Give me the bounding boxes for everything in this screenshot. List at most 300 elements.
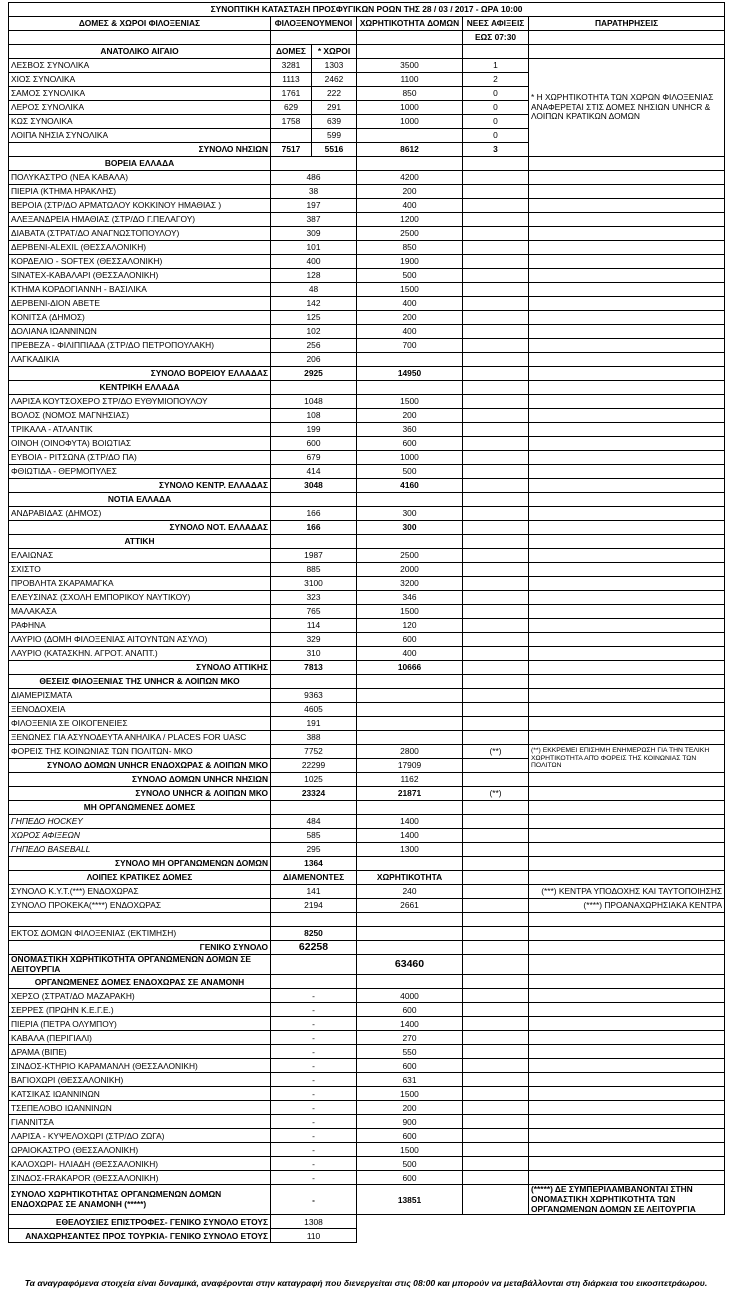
section-title: ΛΟΙΠΕΣ ΚΡΑΤΙΚΕΣ ΔΟΜΕΣ [9,871,271,885]
hosted-count: 256 [271,339,357,353]
hosted-count: 295 [271,843,357,857]
empty-cell [357,913,463,927]
new-arrivals [463,871,529,885]
notes-cell [529,409,725,423]
section-title: ΚΕΝΤΡΙΚΗ ΕΛΛΑΔΑ [9,381,271,395]
new-arrivals [463,1003,529,1017]
notes-cell [529,381,725,395]
notes-cell [529,661,725,675]
notes-cell [529,675,725,689]
new-arrivals: 0 [463,87,529,101]
capacity-value: 3200 [357,577,463,591]
hosted-count: - [271,1017,357,1031]
structure-name: ΚΟΝΙΤΣΑ (ΔΗΜΟΣ) [9,311,271,325]
structure-name: ΕΛΑΙΩΝΑΣ [9,549,271,563]
capacity-value: 240 [357,885,463,899]
structure-name: ΣΥΝΟΛΟ Κ.Υ.Τ.(***) ΕΝΔΟΧΩΡΑΣ [9,885,271,899]
attica-row [9,647,725,661]
notes-cell [529,395,725,409]
hosted-count: 199 [271,423,357,437]
new-arrivals [463,353,529,367]
notes-cell [529,577,725,591]
notes-cell [529,1003,725,1017]
total-arrivals [463,479,529,493]
north-row [9,353,725,367]
nominal-row [9,955,725,975]
capacity-value: 1500 [357,283,463,297]
hosted-count: 38 [271,185,357,199]
total-hosted: 166 [271,521,357,535]
capacity-value: 2661 [357,899,463,913]
notes-cell [529,45,725,59]
notes-cell [529,773,725,787]
notes-cell [529,843,725,857]
total-label: ΣΥΝΟΛΟ UNHCR & ΛΟΙΠΩΝ ΜΚΟ [9,787,271,801]
new-arrivals [463,1059,529,1073]
hosted-count: 101 [271,241,357,255]
notes-cell [529,1115,725,1129]
north-row [9,171,725,185]
unorganized-row [9,829,725,843]
title-row [9,3,725,17]
new-arrivals [463,703,529,717]
capacity-value: 346 [357,591,463,605]
hosted-count: 141 [271,885,357,899]
new-arrivals [463,577,529,591]
empty-cell [271,31,357,45]
notes-cell [529,857,725,871]
pending-row [9,989,725,1003]
grand-total-value: 62258 [271,941,357,955]
structure-name: ΟΙΝΟΗ (ΟΙΝΟΦΥΤΑ) ΒΟΙΩΤΙΑΣ [9,437,271,451]
empty-cell [9,913,271,927]
total-capacity: 21871 [357,787,463,801]
pending-row [9,1115,725,1129]
structure-name: ΣΙΝΔΟΣ-ΚΤΗΡΙΟ ΚΑΡΑΜΑΝΛΗ (ΘΕΣΣΑΛΟΝΙΚΗ) [9,1059,271,1073]
central-row [9,465,725,479]
header-structures: ΔΟΜΕΣ & ΧΩΡΟΙ ΦΙΛΟΞΕΝΙΑΣ [9,17,271,31]
hosted-count: - [271,1143,357,1157]
notes-cell [529,689,725,703]
capacity-value: 1400 [357,1017,463,1031]
capacity-value: 200 [357,311,463,325]
structure-name: ΕΥΒΟΙΑ - ΡΙΤΣΩΝΑ (ΣΤΡ/ΔΟ ΠΑ) [9,451,271,465]
capacity-value [357,493,463,507]
north-row [9,339,725,353]
unorganized-title-row [9,801,725,815]
pending-row [9,1129,725,1143]
structure-name: ΒΕΡΟΙΑ (ΣΤΡ/ΔΟ ΑΡΜΑΤΩΛΟΥ ΚΟΚΚΙΝΟΥ ΗΜΑΘΙΑΣ ) [9,199,271,213]
new-arrivals [463,311,529,325]
pending-row [9,1073,725,1087]
total-capacity: 10666 [357,661,463,675]
notes-cell [529,227,725,241]
col-structures: ΔΟΜΕΣ [271,45,312,59]
capacity-value: 360 [357,423,463,437]
new-arrivals [463,395,529,409]
pending-row [9,1087,725,1101]
new-arrivals [463,45,529,59]
new-arrivals [463,535,529,549]
new-arrivals [463,647,529,661]
new-arrivals [463,451,529,465]
structure-name: ΣΙΝΔΟΣ-FRAKAPOR (ΘΕΣΣΑΛΟΝΙΚΗ) [9,1171,271,1185]
structure-name: ΛΑΡΙΣΑ ΚΟΥΤΣΟΧΕΡΟ ΣΤΡ/ΔΟ ΕΥΘΥΜΙΟΠΟΥΛΟΥ [9,395,271,409]
structure-name: ΞΕΝΟΔΟΧΕΙΑ [9,703,271,717]
col-spaces: * ΧΩΡΟΙ [312,45,357,59]
structure-name: ΠΡΟΒΛΗΤΑ ΣΚΑΡΑΜΑΓΚΑ [9,577,271,591]
hosted-count: 142 [271,297,357,311]
header-notes: ΠΑΡΑΤΗΡΗΣΕΙΣ [529,17,725,31]
pending-row [9,1059,725,1073]
hosted-count: 125 [271,311,357,325]
total-arrivals [463,521,529,535]
capacity-value: 550 [357,1045,463,1059]
capacity-value: 1300 [357,843,463,857]
capacity-value: 1000 [357,115,463,129]
total-label: ΣΥΝΟΛΟ ΒΟΡΕΙΟΥ ΕΛΛΑΔΑΣ [9,367,271,381]
capacity-value: 850 [357,87,463,101]
hosted-count: 309 [271,227,357,241]
notes-cell: (****) ΠΡΟΑΝΑΧΩΡΗΣΙΑΚΑ ΚΕΝΤΡΑ [529,899,725,913]
hosted-count: - [271,989,357,1003]
structure-name: ΜΑΛΑΚΑΣΑ [9,605,271,619]
capacity-value: 2800 [357,745,463,759]
hosted-count: 585 [271,829,357,843]
hosted-count: 102 [271,325,357,339]
total-capacity: 300 [357,521,463,535]
total-capacity: 14950 [357,367,463,381]
empty-cell [529,1229,725,1243]
capacity-value [357,535,463,549]
total-label: ΣΥΝΟΛΟ ΔΟΜΩΝ UNHCR ΝΗΣΙΩΝ [9,773,271,787]
hosted-count: 197 [271,199,357,213]
total-capacity: 1162 [357,773,463,787]
empty-cell [357,941,463,955]
central-total-row [9,479,725,493]
north-row [9,241,725,255]
structure-name: ΔΕΡΒΕΝΙ-ΔΙΟΝ ΑΒΕΤΕ [9,297,271,311]
capacity-value: 600 [357,1171,463,1185]
hosted-count: 329 [271,633,357,647]
structure-name: ΛΑΥΡΙΟ (ΚΑΤΑΣΚΗΝ. ΑΓΡΟΤ. ΑΝΑΠΤ.) [9,647,271,661]
capacity-value: 300 [357,507,463,521]
structure-name: ΦΙΛΟΞΕΝΙΑ ΣΕ ΟΙΚΟΓΕΝΕΙΕΣ [9,717,271,731]
new-arrivals [463,717,529,731]
notes-cell [529,507,725,521]
pending-row [9,1003,725,1017]
capacity-value [357,731,463,745]
total-hosted: 3048 [271,479,357,493]
notes-cell [529,493,725,507]
hosted-count: 2194 [271,899,357,913]
new-arrivals [463,605,529,619]
capacity-value [357,353,463,367]
central-row [9,437,725,451]
new-arrivals: 0 [463,115,529,129]
notes-cell [529,619,725,633]
structure-name: ΑΝΔΡΑΒΙΔΑΣ (ΔΗΜΟΣ) [9,507,271,521]
pending-title-row [9,975,725,989]
spaces-count: 599 [312,129,357,143]
total-capacity: 17909 [357,759,463,773]
new-arrivals [463,381,529,395]
hosted-count: 387 [271,213,357,227]
hosted-count: - [271,1115,357,1129]
new-arrivals [463,843,529,857]
header-arrivals-until: ΕΩΣ 07:30 [463,31,529,45]
notes-cell [529,703,725,717]
structure-name: ΤΣΕΠΕΛΟΒΟ ΙΩΑΝΝΙΝΩΝ [9,1101,271,1115]
hosted-count: 885 [271,563,357,577]
notes-cell [529,1045,725,1059]
structure-name: ΛΑΓΚΑΔΙΚΙΑ [9,353,271,367]
empty-cell [357,31,463,45]
total-spaces: 5516 [312,143,357,157]
empty-cell [463,941,529,955]
structure-name: ΒΑΓΙΟΧΩΡΙ (ΘΕΣΣΑΛΟΝΙΚΗ) [9,1073,271,1087]
hosted-count [271,535,357,549]
notes-cell [529,437,725,451]
total-arrivals [463,857,529,871]
returns-value: 1308 [271,1215,357,1229]
notes-cell [529,731,725,745]
new-arrivals [463,507,529,521]
capacity-value: 600 [357,1003,463,1017]
spacer-row [9,913,725,927]
notes-cell [529,283,725,297]
capacity-value [357,381,463,395]
pending-row [9,1045,725,1059]
capacity-value: 200 [357,185,463,199]
notes-cell [529,1017,725,1031]
new-arrivals: 1 [463,59,529,73]
new-arrivals [463,199,529,213]
notes-cell [529,549,725,563]
total-structures: 7517 [271,143,312,157]
capacity-value: 1500 [357,605,463,619]
north-title-row [9,157,725,171]
new-arrivals [463,325,529,339]
header-capacity: ΧΩΡΗΤΙΚΟΤΗΤΑ ΔΟΜΩΝ [357,17,463,31]
spaces-count: 222 [312,87,357,101]
structure-name: ΠΟΛΥΚΑΣΤΡΟ (ΝΕΑ ΚΑΒΑΛΑ) [9,171,271,185]
capacity-value: 200 [357,1101,463,1115]
new-arrivals [463,255,529,269]
capacity-value: 270 [357,1031,463,1045]
pending-total-row [9,1185,725,1215]
attica-title-row [9,535,725,549]
notes-cell [529,801,725,815]
total-capacity [357,857,463,871]
new-arrivals [463,493,529,507]
new-arrivals [463,1129,529,1143]
total-arrivals [463,367,529,381]
hosted-count: 600 [271,437,357,451]
hosted-count: 114 [271,619,357,633]
capacity-value [357,689,463,703]
total-capacity: 13851 [357,1185,463,1215]
structures-count [271,129,312,143]
notes-cell [529,157,725,171]
attica-total-row [9,661,725,675]
new-arrivals: 0 [463,129,529,143]
new-arrivals: 2 [463,73,529,87]
north-row [9,283,725,297]
pending-row [9,1157,725,1171]
new-arrivals [463,227,529,241]
notes-cell [529,563,725,577]
notes-cell [529,591,725,605]
north-row [9,213,725,227]
new-arrivals [463,437,529,451]
structure-name: ΚΑΤΣΙΚΑΣ ΙΩΑΝΝΙΝΩΝ [9,1087,271,1101]
hosted-count: 128 [271,269,357,283]
new-arrivals [463,1171,529,1185]
notes-cell [529,1059,725,1073]
unhcr-citizens-row [9,745,725,759]
empty-cell [529,927,725,941]
hosted-count: - [271,1129,357,1143]
other-state-row [9,899,725,913]
new-arrivals [463,1087,529,1101]
empty-cell [529,941,725,955]
structure-name: ΧΩΡΟΣ ΑΦΙΞΕΩΝ [9,829,271,843]
capacity-value: 600 [357,633,463,647]
section-title: ΜΗ ΟΡΓΑΝΩΜΕΝΕΣ ΔΟΜΕΣ [9,801,271,815]
notes-cell [529,1143,725,1157]
unhcr-total-row [9,787,725,801]
new-arrivals [463,339,529,353]
notes-cell: (***) ΚΕΝΤΡΑ ΥΠΟΔΟΧΗΣ ΚΑΙ ΤΑΥΤΟΠΟΙΗΣΗΣ [529,885,725,899]
hosted-count [271,675,357,689]
structure-name: ΚΟΡΔΕΛΙΟ - SOFTEX (ΘΕΣΣΑΛΟΝΙΚΗ) [9,255,271,269]
hosted-count: - [271,1157,357,1171]
hosted-count: 484 [271,815,357,829]
new-arrivals [463,1101,529,1115]
notes-cell [529,241,725,255]
unorganized-total-row [9,857,725,871]
capacity-value: 1500 [357,1087,463,1101]
nominal-label: ΟΝΟΜΑΣΤΙΚΗ ΧΩΡΗΤΙΚΟΤΗΤΑ ΟΡΓΑΝΩΜΕΝΩΝ ΔΟΜΩΝ ΣΕ ΛΕΙΤΟΥΡΓΙΑ [9,955,271,975]
attica-row [9,591,725,605]
capacity-value: 3500 [357,59,463,73]
new-arrivals [463,1115,529,1129]
capacity-value: 600 [357,1059,463,1073]
notes-cell [529,815,725,829]
capacity-value: 1000 [357,451,463,465]
north-row [9,325,725,339]
to-turkey-row [9,1229,725,1243]
section-title: ΒΟΡΕΙΑ ΕΛΛΑΔΑ [9,157,271,171]
notes-cell [529,171,725,185]
hosted-count: 206 [271,353,357,367]
notes-cell [529,339,725,353]
notes-cell [529,213,725,227]
empty-cell [357,1229,463,1243]
to-turkey-label: ΑΝΑΧΩΡΗΣΑΝΤΕΣ ΠΡΟΣ ΤΟΥΡΚΙΑ- ΓΕΝΙΚΟ ΣΥΝΟΛΟ ΕΤΟΥΣ [9,1229,271,1243]
central-row [9,395,725,409]
report-title: ΣΥΝΟΠΤΙΚΗ ΚΑΤΑΣΤΑΣΗ ΠΡΟΣΦΥΓΙΚΩΝ ΡΟΩΝ ΤΗΣ 28 / 03 / 2017 - ΩΡΑ 10:00 [9,3,725,17]
new-arrivals [463,269,529,283]
new-arrivals [463,675,529,689]
notes-cell [529,185,725,199]
notes-cell [529,535,725,549]
structure-name: ΕΛΕΥΣΙΝΑΣ (ΣΧΟΛΗ ΕΜΠΟΡΙΚΟΥ ΝΑΥΤΙΚΟΥ) [9,591,271,605]
empty-cell [529,1215,725,1229]
capacity-value: 600 [357,437,463,451]
unhcr-row [9,717,725,731]
hosted-count: 48 [271,283,357,297]
outside-value: 8250 [271,927,357,941]
total-hosted: 23324 [271,787,357,801]
hosted-count: 388 [271,731,357,745]
capacity-value: 900 [357,1115,463,1129]
capacity-value: 1500 [357,395,463,409]
north-row [9,227,725,241]
new-arrivals [463,801,529,815]
total-label: ΣΥΝΟΛΟ ΔΟΜΩΝ UNHCR ΕΝΔΟΧΩΡΑΣ & ΛΟΙΠΩΝ ΜΚΟ [9,759,271,773]
new-arrivals [463,1073,529,1087]
capacity-value: 400 [357,647,463,661]
capacity-value: 1500 [357,1143,463,1157]
capacity-value: 400 [357,325,463,339]
new-arrivals [463,241,529,255]
hosted-count: - [271,1045,357,1059]
north-row [9,311,725,325]
hosted-count: 1048 [271,395,357,409]
notes-cell [529,1073,725,1087]
capacity-value: 1200 [357,213,463,227]
new-arrivals [463,283,529,297]
notes-cell [529,1031,725,1045]
capacity-value [357,717,463,731]
central-title-row [9,381,725,395]
north-row [9,185,725,199]
other-state-row [9,885,725,899]
new-arrivals [463,829,529,843]
new-arrivals [463,899,529,913]
structure-name: ΔΙΑΒΑΤΑ (ΣΤΡΑΤ/ΔΟ ΑΝΑΓΝΩΣΤΟΠΟΥΛΟΥ) [9,227,271,241]
pending-row [9,1031,725,1045]
structure-name: ΓΗΠΕΔΟ HOCKEY [9,815,271,829]
header-row [9,17,725,31]
attica-row [9,633,725,647]
pending-note: (*****) ΔΕ ΣΥΜΠΕΡΙΛΑΜΒΑΝΟΝΤΑΙ ΣΤΗΝ ΟΝΟΜΑΣΤΙΚΗ ΧΩΡΗΤΙΚΟΤΗΤΑ ΤΩΝ ΟΡΓΑΝΩΜΕΝΩΝ ΔΟΜΩΝ ΣΕ ΛΕΙΤΟΥΡΓΙΑ [529,1185,725,1215]
total-capacity: 8612 [357,143,463,157]
notes-cell [529,1157,725,1171]
notes-cell [529,829,725,843]
new-arrivals [463,549,529,563]
north-row [9,255,725,269]
returns-label: ΕΘΕΛΟΥΣΙΕΣ ΕΠΙΣΤΡΟΦΕΣ- ΓΕΝΙΚΟ ΣΥΝΟΛΟ ΕΤΟΥΣ [9,1215,271,1229]
header-arrivals: ΝΕΕΣ ΑΦΙΞΕΙΣ [463,17,529,31]
structures-count: 1113 [271,73,312,87]
new-arrivals [463,619,529,633]
pending-row [9,1171,725,1185]
notes-cell [529,451,725,465]
total-label: ΣΥΝΟΛΟ ΝΟΤ. ΕΛΛΑΔΑΣ [9,521,271,535]
central-row [9,409,725,423]
total-hosted: 2925 [271,367,357,381]
empty-cell [463,927,529,941]
unhcr-total-islands-row [9,773,725,787]
capacity-value: 1400 [357,829,463,843]
notes-cell [529,647,725,661]
central-row [9,423,725,437]
structures-count: 1761 [271,87,312,101]
col-capacity: ΧΩΡΗΤΙΚΟΤΗΤΑ [357,871,463,885]
